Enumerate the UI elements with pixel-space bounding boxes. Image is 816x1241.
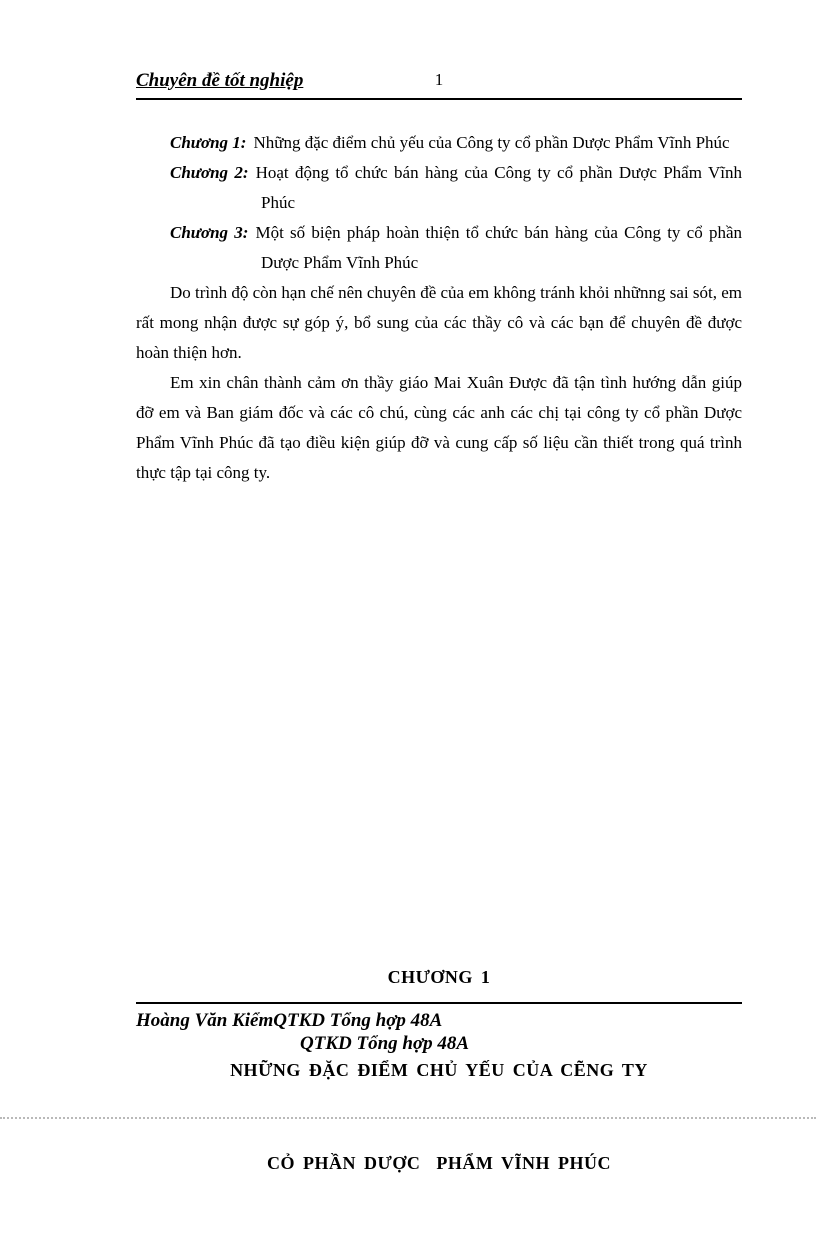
section-heading-line3: CỎ PHẦN DƯỢC PHẨM VĨNH PHÚC [267,1153,611,1173]
paragraph-thanks: Em xin chân thành cảm ơn thầy giáo Mai Xuân Được đã tận tình hướng dẫn giúp đỡ em và Ban giám đốc và các cô chú, cùng các anh các chị tại công ty cổ phần Dược Phẩm Vĩnh Phúc đã tạo điều kiện giúp đỡ và cung cấp số liệu cần thiết trong quá trình thực tập tại công ty. [136,373,742,482]
header-title: Chuyên đề tốt nghiệp [136,70,304,91]
page-header [136,70,742,100]
page-footer [136,1002,742,1055]
chapter-1-label: Chương 1: [170,133,247,152]
chapter-item-2 [136,158,742,218]
footer-class-line: QTKD Tổng hợp 48A [300,1033,470,1054]
chapter-3-text: Một số biện pháp hoàn thiện tổ chức bán hàng của Công ty cổ phần Dược Phẩm Vĩnh Phúc [255,223,743,272]
paragraph-apology: Do trình độ còn hạn chế nên chuyên đề của em không tránh khỏi nhữnng sai sót, em rất mong nhận được sự góp ý, bổ sung của các thầy cô và các bạn để chuyên đề được hoàn thiện hơn. [136,283,742,362]
chapter-2-text: Hoạt động tổ chức bán hàng của Công ty cổ phần Dược Phẩm Vĩnh Phúc [255,163,742,212]
chapter-item-1 [136,128,742,158]
section-heading-line2: NHỮNG ĐẶC ĐIỂM CHỦ YẾU CỦA CẼNG TY [230,1060,648,1080]
section-heading [136,900,742,1241]
chapter-3-label: Chương 3: [170,223,249,242]
footer-author-line: Hoàng Văn KiểmQTKD Tổng hợp 48A [136,1010,443,1031]
page-boundary-dotted-line [0,1117,816,1119]
header-page-number: 1 [434,70,444,89]
chapter-1-text: Những đặc điểm chủ yếu của Công ty cổ phần Dược Phẩm Vĩnh Phúc [253,133,730,152]
chapter-item-3 [136,218,742,278]
chapter-2-label: Chương 2: [170,163,249,182]
section-heading-line1: CHƯƠNG 1 [387,967,491,987]
document-body [136,128,742,488]
